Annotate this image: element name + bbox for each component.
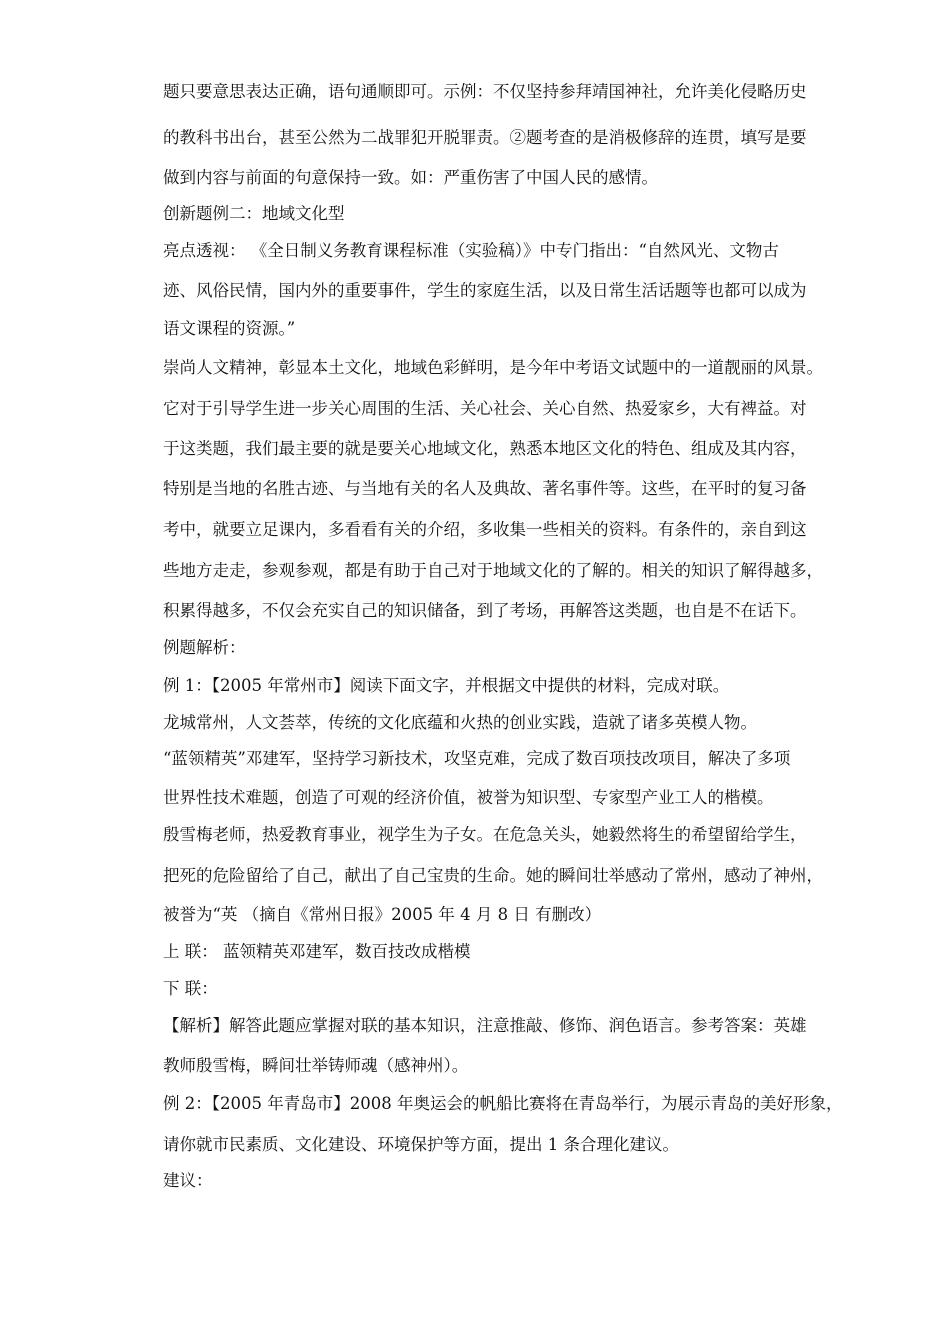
text-line: 些地方走走，参观参观，都是有助于自己对于地域文化的了解的。相关的知识了解得越多， (163, 561, 823, 580)
text-line: 教师殷雪梅，瞬间壮举铸师魂（感神州）。 (163, 1056, 469, 1075)
text-line: 的教科书出台，甚至公然为二战罪犯开脱罪责。②题考查的是消极修辞的连贯，填写是要 (163, 128, 807, 147)
text-line: 建议： (163, 1171, 213, 1190)
text-line: 崇尚人文精神，彰显本土文化，地域色彩鲜明，是今年中考语文试题中的一道靓丽的风景。 (163, 358, 823, 377)
text-line: 【解析】解答此题应掌握对联的基本知识，注意推敲、修饰、润色语言。参考答案：英雄 (163, 1016, 807, 1035)
text-line: 被誉为“英 （摘自《常州日报》2005 年 4 月 8 日 有删改） (163, 905, 602, 924)
text-line: 例 1：【2005 年常州市】阅读下面文字，并根据文中提供的材料，完成对联。 (163, 676, 730, 695)
text-line: 上 联： 蓝领精英邓建军，数百技改成楷模 (163, 942, 471, 961)
text-line: 请你就市民素质、文化建设、环境保护等方面，提出 1 条合理化建议。 (163, 1135, 679, 1154)
text-line: 语文课程的资源。” (163, 319, 296, 338)
text-line: 龙城常州，人文荟萃，传统的文化底蕴和火热的创业实践，造就了诸多英模人物。 (163, 713, 757, 732)
text-line: 积累得越多，不仅会充实自己的知识储备，到了考场，再解答这类题，也自是不在话下。 (163, 601, 807, 620)
text-line: 考中，就要立足课内，多看看有关的介绍，多收集一些相关的资料。有条件的，亲自到这 (163, 520, 807, 539)
text-line: 亮点透视： 《全日制义务教育课程标准（实验稿）》中专门指出：“自然风光、文物古 (163, 241, 779, 260)
section-heading: 创新题例二：地域文化型 (163, 204, 345, 223)
text-line: 题只要意思表达正确，语句通顺即可。示例：不仅坚持参拜靖国神社，允许美化侵略历史 (163, 82, 807, 101)
text-line: 下 联： (163, 979, 218, 998)
text-line: 特别是当地的名胜古迹、与当地有关的名人及典故、著名事件等。这些，在平时的复习备 (163, 479, 807, 498)
text-line: 迹、风俗民情，国内外的重要事件，学生的家庭生活，以及日常生活话题等也都可以成为 (163, 281, 807, 300)
text-line: 例 2：【2005 年青岛市】2008 年奥运会的帆船比赛将在青岛举行，为展示青岛的美好形象， (163, 1094, 843, 1113)
section-heading: 例题解析： (163, 638, 246, 657)
text-line: “蓝领精英”邓建军，坚持学习新技术，攻坚克难，完成了数百项技改项目，解决了多项 (163, 749, 791, 768)
text-line: 它对于引导学生进一步关心周围的生活、关心社会、关心自然、热爱家乡，大有裨益。对 (163, 399, 807, 418)
text-line: 把死的危险留给了自己，献出了自己宝贵的生命。她的瞬间壮举感动了常州，感动了神州， (163, 866, 823, 885)
text-line: 殷雪梅老师，热爱教育事业，视学生为子女。在危急关头，她毅然将生的希望留给学生， (163, 825, 807, 844)
text-line: 于这类题，我们最主要的就是要关心地域文化，熟悉本地区文化的特色、组成及其内容， (163, 439, 807, 458)
text-line: 世界性技术难题，创造了可观的经济价值，被誉为知识型、专家型产业工人的楷模。 (163, 788, 774, 807)
text-line: 做到内容与前面的句意保持一致。如：严重伤害了中国人民的感情。 (163, 168, 658, 187)
